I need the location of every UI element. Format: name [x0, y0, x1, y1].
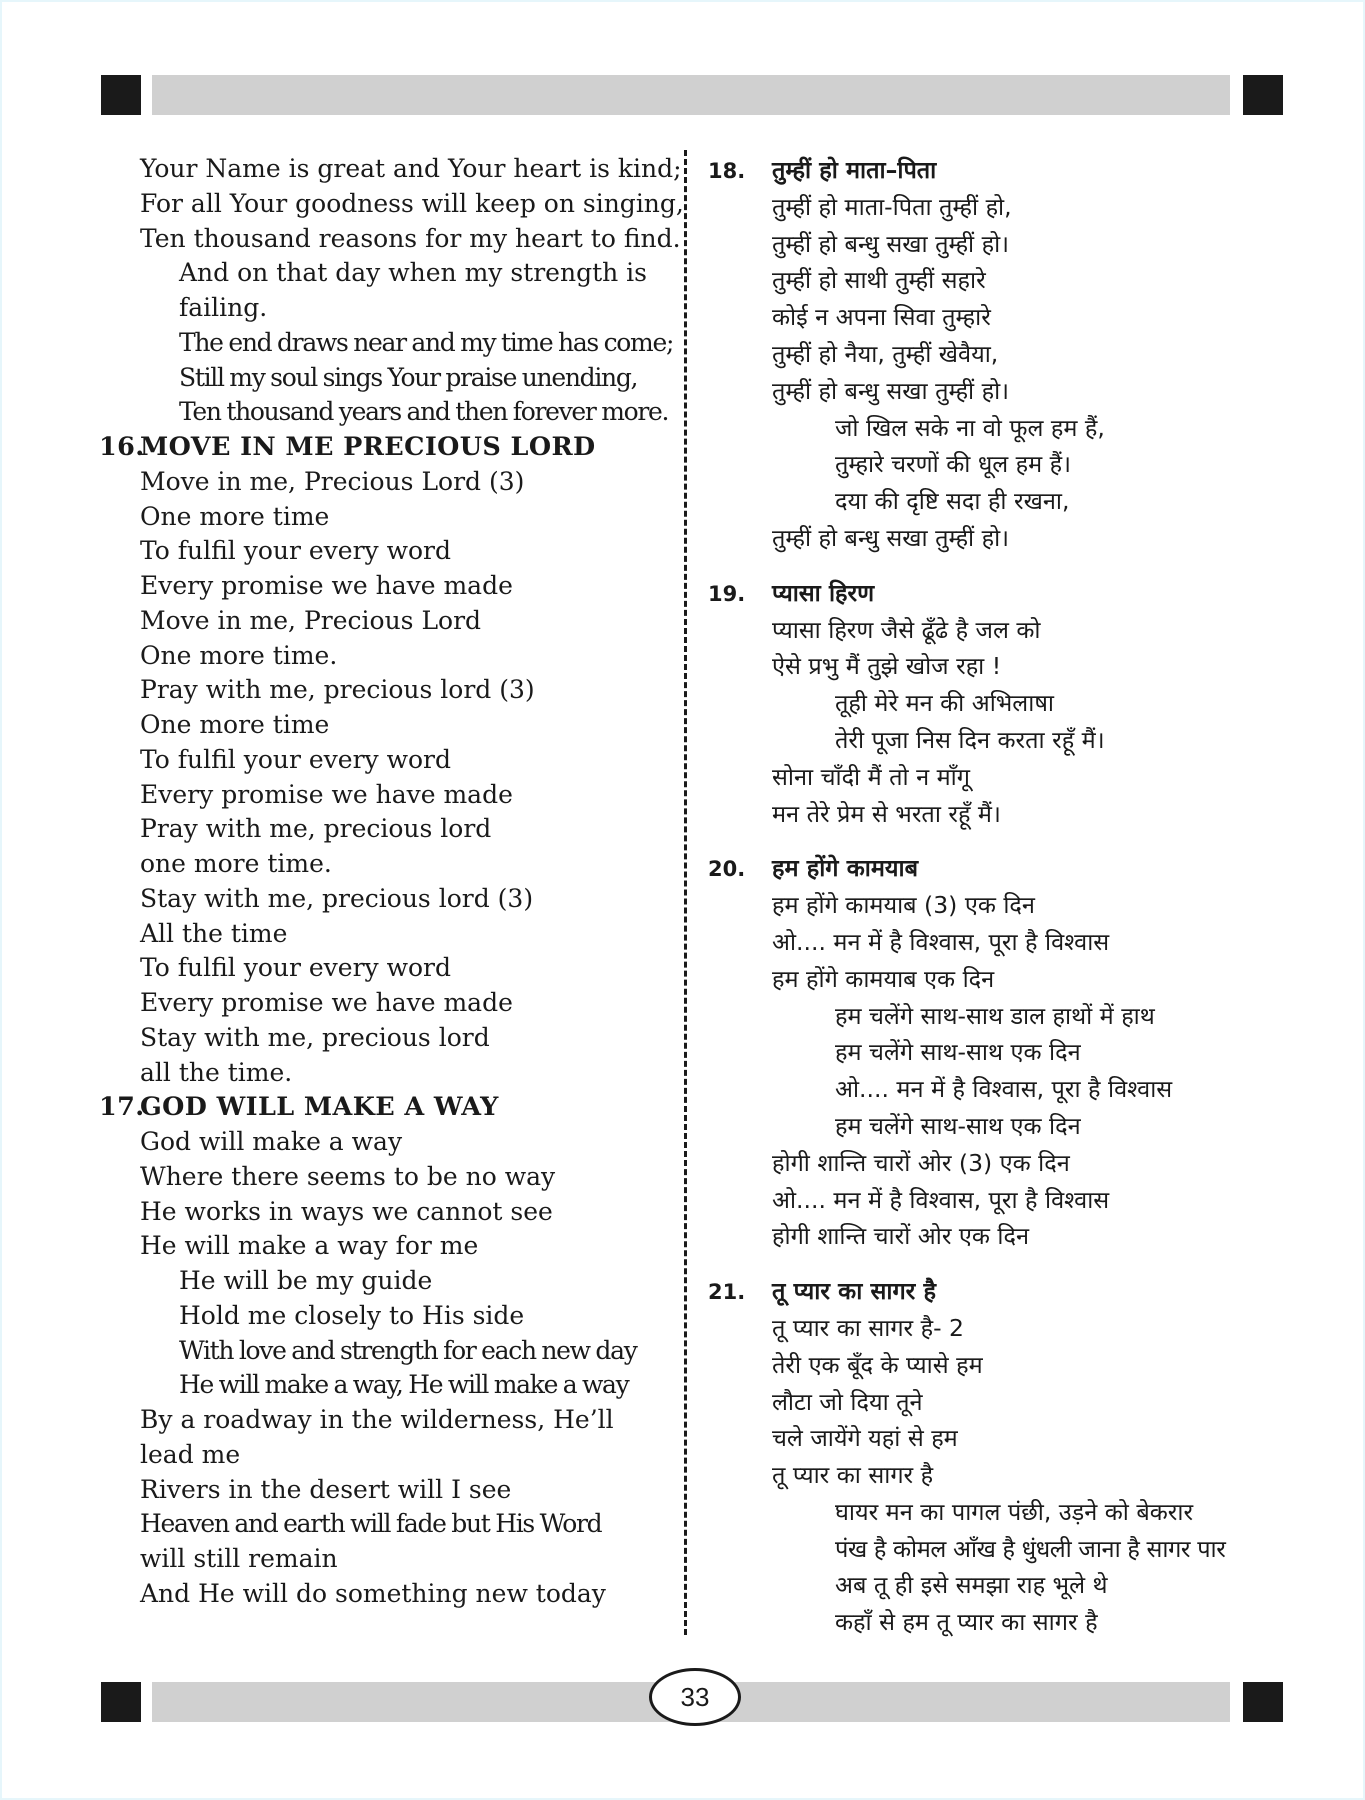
lyric-line: Pray with me, precious lord [140, 814, 492, 844]
song-title-17 [99, 1090, 679, 1125]
lyric-line: ऐसे प्रभु मैं तुझे खोज रहा ! [772, 652, 1002, 681]
chorus-line: कहाँ से हम तू प्यार का सागर है [835, 1608, 1098, 1637]
chorus-line: हम चलेंगे साथ-साथ डाल हाथों में हाथ [835, 1001, 1155, 1030]
header-bar [152, 75, 1230, 115]
lyric-line: ओ.... मन में है विश्वास, पूरा है विश्वास [772, 927, 1110, 956]
song-number: 16. [99, 432, 145, 462]
chorus-line: दया की दृष्टि सदा ही रखना, [835, 487, 1070, 516]
lyric-line: Every promise we have made [140, 779, 513, 809]
lyric-line: कोई न अपना सिवा तुम्हारे [772, 303, 991, 332]
song-title-16 [99, 430, 679, 465]
lyric-line: Stay with me, precious lord [140, 1022, 490, 1052]
right-column [708, 152, 1268, 1641]
song-number: 18. [708, 159, 746, 183]
lyric-line: Every promise we have made [140, 988, 513, 1017]
chorus-line: पंख है कोमल आँख है धुंधली जाना है सागर पार [835, 1534, 1226, 1563]
footer-left-block [101, 1682, 141, 1722]
song-title: GOD WILL MAKE A WAY [140, 1092, 499, 1123]
lyric-line: He will make a way for me [140, 1231, 479, 1261]
song-title: हम होंगे कामयाब [772, 854, 919, 883]
lyric-line: One more time [140, 710, 330, 739]
lyric-line: God will make a way [140, 1127, 403, 1156]
lyric-line: तुम्हीं हो बन्धु सखा तुम्हीं हो। [772, 229, 1010, 258]
lyric-line: Move in me, Precious Lord (3) [140, 466, 525, 496]
chorus-line: He will make a way, He will make a way [179, 1370, 629, 1400]
lyric-line: Still my soul sings Your praise unending, [179, 362, 638, 392]
lyric-line: तुम्हीं हो बन्धु सखा तुम्हीं हो। [772, 376, 1010, 405]
lyric-line: तुम्हीं हो साथी तुम्हीं सहारे [772, 266, 986, 295]
lyric-line: Stay with me, precious lord (3) [140, 883, 534, 913]
song-title: MOVE IN ME PRECIOUS LORD [140, 432, 596, 462]
song-number: 17. [99, 1092, 145, 1123]
lyric-line: And He will do something new today [140, 1578, 606, 1608]
header-right-block [1243, 75, 1283, 115]
lyric-line: one more time. [140, 849, 332, 878]
lyric-line: सोना चाँदी मैं तो न माँगू [772, 762, 970, 791]
lyric-line: तुम्हीं हो बन्धु सखा तुम्हीं हो। [772, 523, 1010, 552]
lyric-line: Your Name is great and Your heart is kind; [140, 154, 682, 183]
chorus-line: तुम्हारे चरणों की धूल हम हैं। [835, 450, 1072, 479]
chorus-line: Hold me closely to His side [179, 1300, 525, 1330]
lyric-line: One more time. [140, 640, 338, 670]
lyric-line: Ten thousand reasons for my heart to find. [140, 223, 681, 253]
lyric-line: will still remain [140, 1544, 338, 1573]
lyric-line: तुम्हीं हो नैया, तुम्हीं खेवैया, [772, 339, 999, 368]
spacer [708, 557, 1268, 575]
chorus-line: ओ.... मन में है विश्वास, पूरा है विश्वास [835, 1075, 1173, 1104]
lyric-line: He works in ways we cannot see [140, 1196, 553, 1226]
lyric-line: To fulfil your every word [140, 536, 452, 566]
lyric-line: Every promise we have made [140, 571, 513, 600]
lyric-line: Where there seems to be no way [140, 1161, 556, 1191]
lyric-line: होगी शान्ति चारों ओर एक दिन [772, 1222, 1030, 1251]
chorus-line: हम चलेंगे साथ-साथ एक दिन [835, 1111, 1081, 1140]
lyric-line: Rivers in the desert will I see [140, 1474, 512, 1504]
lyric-line: तेरी एक बूँद के प्यासे हम [772, 1350, 983, 1379]
song-title-21 [708, 1273, 1268, 1310]
lyric-line: To fulfil your every word [140, 953, 452, 983]
lyric-line: The end draws near and my time has come; [179, 327, 674, 357]
lyric-line: चले जायेंगे यहां से हम [772, 1424, 958, 1453]
lyric-line: तुम्हीं हो माता-पिता तुम्हीं हो, [772, 192, 1012, 221]
column-divider [684, 150, 687, 1635]
lyric-line: लौटा जो दिया तूने [772, 1387, 923, 1416]
page-number: 33 [649, 1668, 741, 1726]
lyric-line: तू प्यार का सागर है- 2 [772, 1313, 965, 1342]
lyric-line: होगी शान्ति चारों ओर (3) एक दिन [772, 1148, 1070, 1177]
lyric-line: And on that day when my strength is [179, 258, 647, 288]
lyric-line: Heaven and earth will fade but His Word [140, 1509, 602, 1539]
lyric-line: To fulfil your every word [140, 744, 452, 774]
lyric-line: For all Your goodness will keep on singing, [140, 188, 684, 218]
lyric-line: lead me [140, 1439, 241, 1469]
song-number: 20. [708, 857, 746, 882]
lyric-line: One more time [140, 501, 330, 531]
lyric-line: हम होंगे कामयाब एक दिन [772, 964, 995, 993]
song-title: तुम्हीं हो माता–पिता [772, 156, 937, 184]
chorus-line: With love and strength for each new day [179, 1335, 637, 1365]
footer-right-block [1243, 1682, 1283, 1722]
song-number: 19. [708, 581, 746, 606]
song-title-20 [708, 850, 1268, 887]
lyric-line: तू प्यार का सागर है [772, 1461, 934, 1490]
spacer [708, 832, 1268, 850]
lyric-line: All the time [140, 918, 288, 948]
left-column [99, 152, 684, 1612]
song-title: प्यासा हिरण [772, 578, 875, 607]
lyric-line: failing. [179, 293, 268, 322]
lyric-line: ओ.... मन में है विश्वास, पूरा है विश्वास [772, 1185, 1110, 1214]
chorus-line: तेरी पूजा निस दिन करता रहूँ मैं। [835, 725, 1105, 754]
chorus-line: अब तू ही इसे समझा राह भूले थे [835, 1571, 1108, 1600]
song-title-18 [708, 152, 1268, 189]
lyric-line: हम होंगे कामयाब (3) एक दिन [772, 891, 1035, 920]
lyric-line: By a roadway in the wilderness, He’ll [140, 1405, 614, 1434]
chorus-line: हम चलेंगे साथ-साथ एक दिन [835, 1038, 1081, 1067]
song-title: तू प्यार का सागर है [772, 1277, 936, 1306]
lyric-line: मन तेरे प्रेम से भरता रहूँ मैं। [772, 799, 1001, 828]
lyric-line: Pray with me, precious lord (3) [140, 675, 535, 705]
song-number: 21. [708, 1280, 746, 1305]
spacer [708, 1255, 1268, 1273]
chorus-line: He will be my guide [179, 1266, 433, 1295]
lyric-line: प्यासा हिरण जैसे ढूँढे है जल को [772, 615, 1041, 644]
chorus-line: घायर मन का पागल पंछी, उड़ने को बेकरार [835, 1497, 1194, 1526]
lyric-line: Ten thousand years and then forever more. [179, 397, 669, 427]
chorus-line: जो खिल सके ना वो फूल हम हैं, [835, 413, 1105, 442]
lyric-line: Move in me, Precious Lord [140, 605, 482, 635]
header-left-block [101, 75, 141, 115]
song-title-19 [708, 575, 1268, 612]
chorus-line: तूही मेरे मन की अभिलाषा [835, 689, 1054, 718]
lyric-line: all the time. [140, 1057, 293, 1087]
